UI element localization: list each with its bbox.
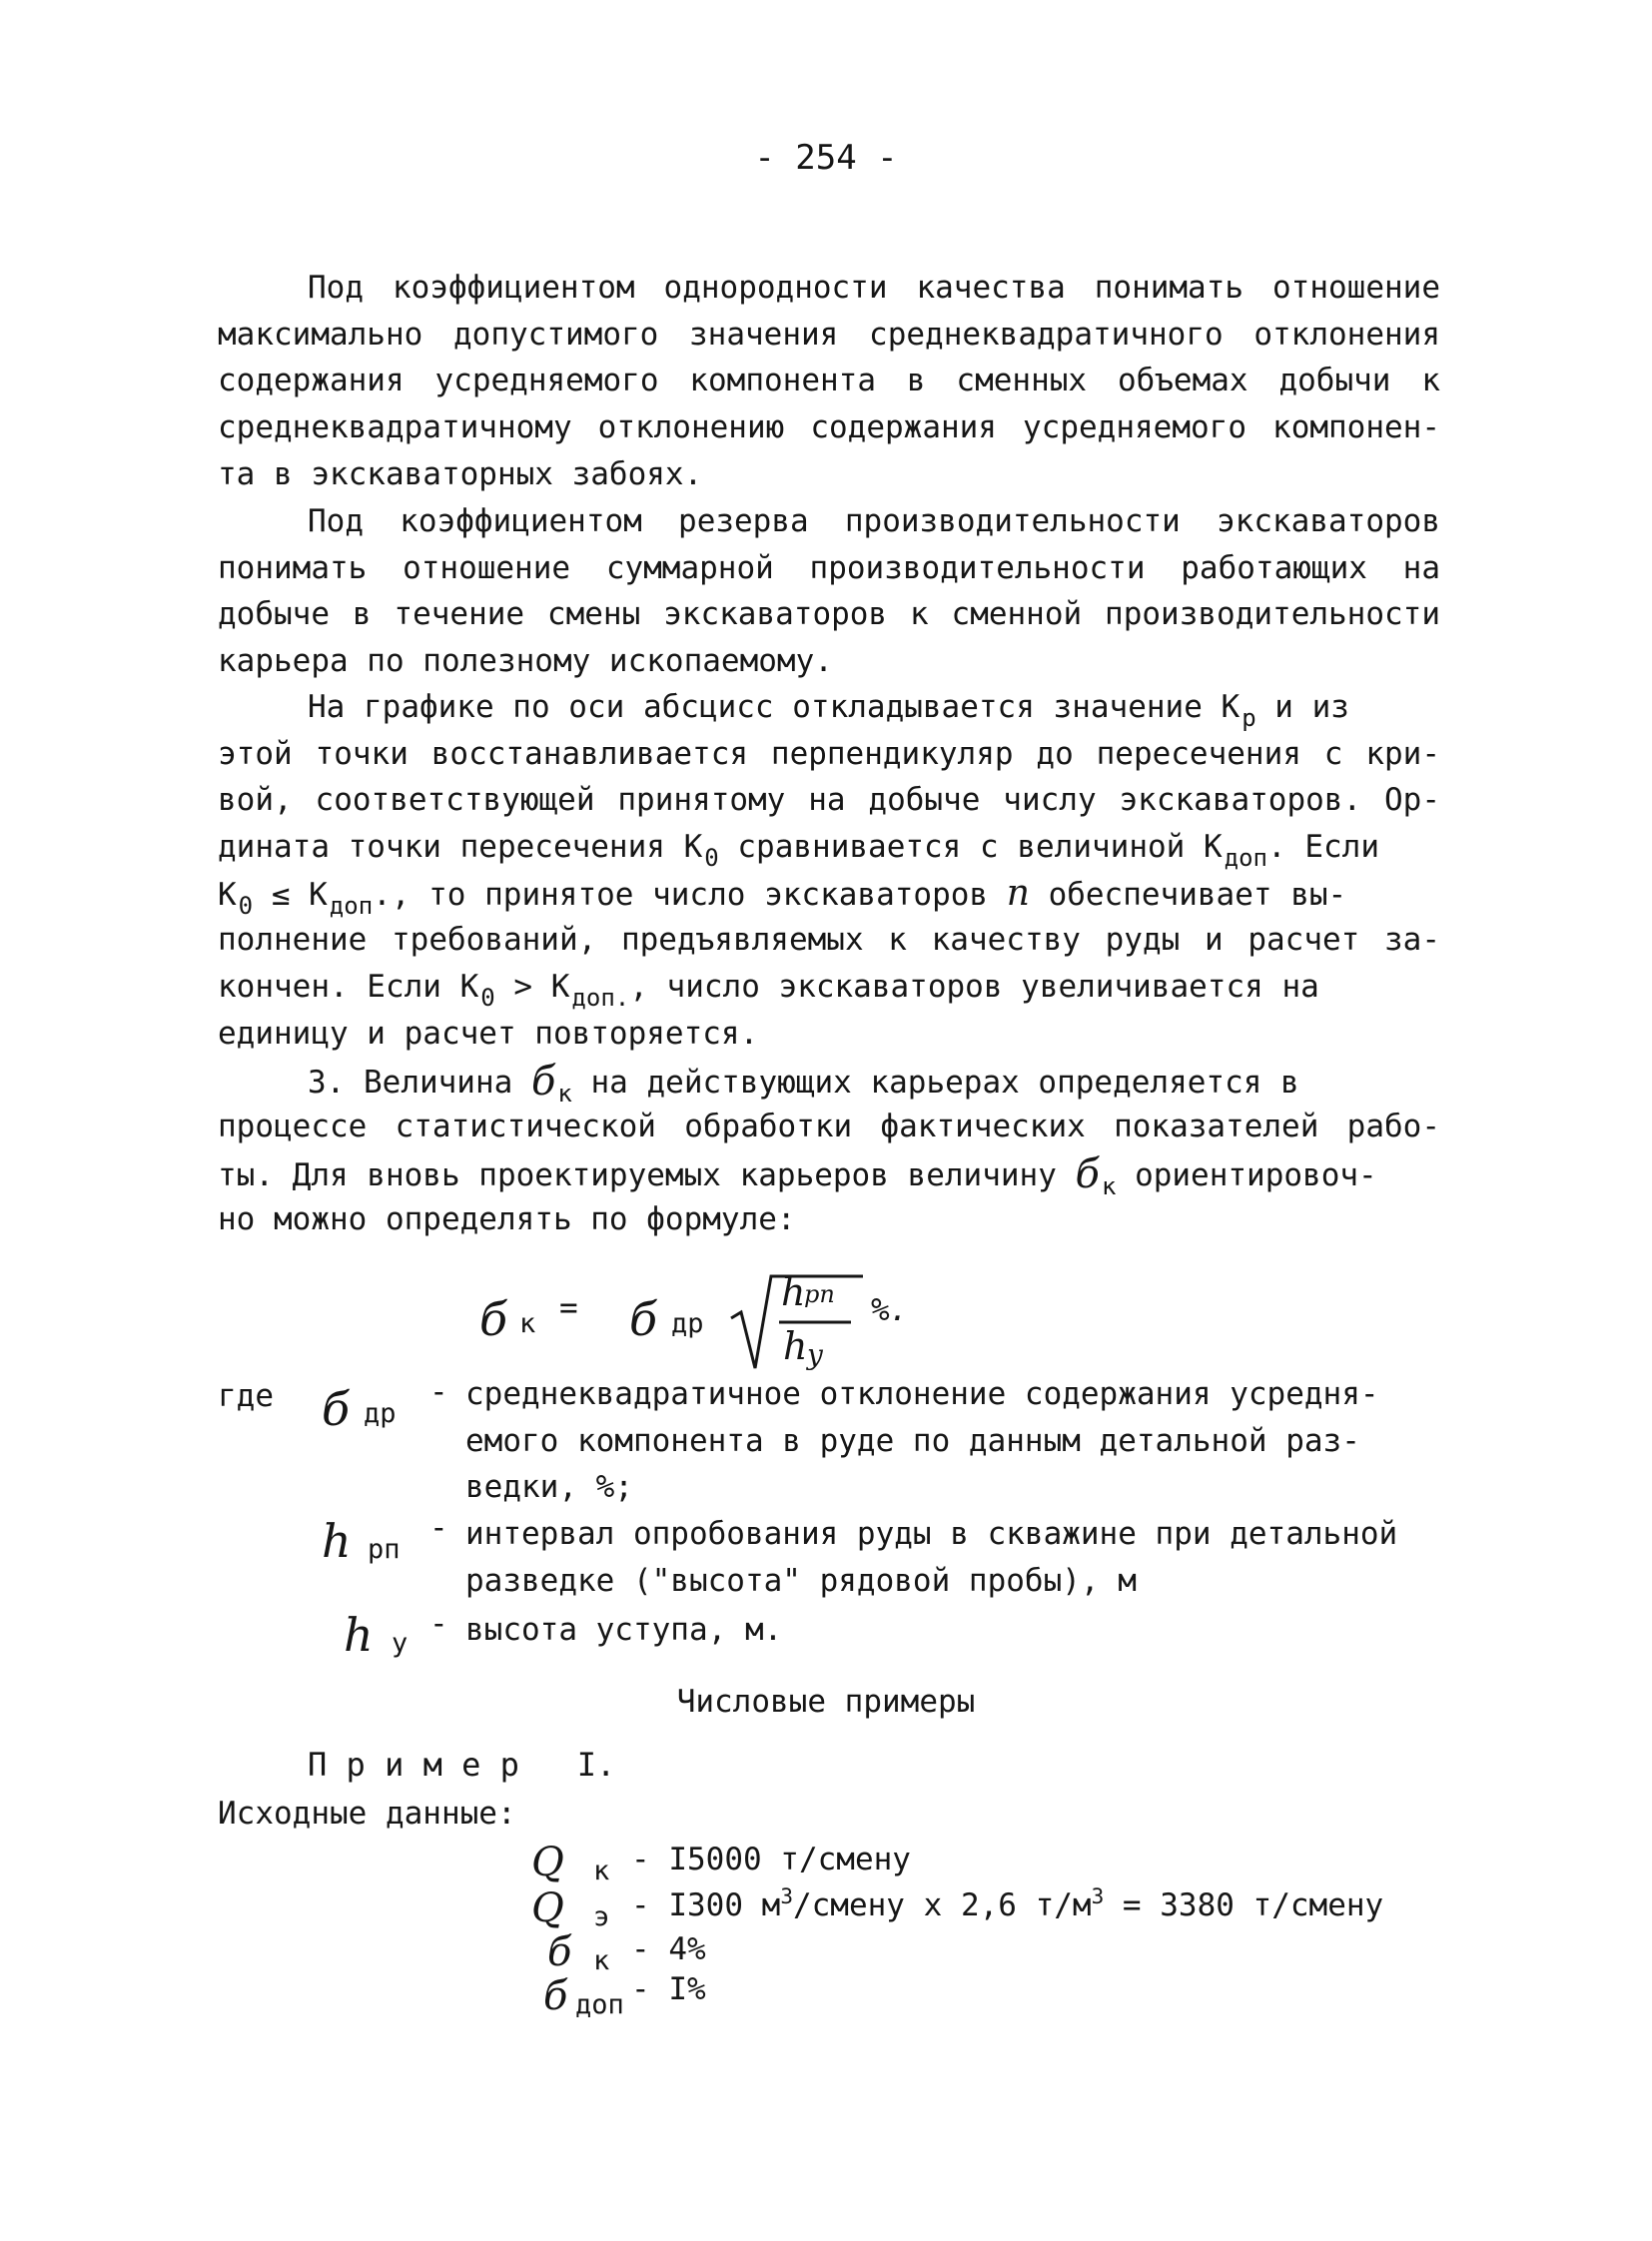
text-line: процессе статистической обработки фактических показателей рабо-	[218, 1108, 1440, 1144]
fraction-denominator: h	[783, 1324, 808, 1368]
text-line: кончен. Если $К_0 > К_{доп.}$, число экскаваторов увеличивается на	[218, 969, 1319, 1013]
where-label: где	[218, 1378, 274, 1414]
q-e-value: - I300 $м^3$/смену х 2,6 $т/м^3 = 3380$ т/смену	[631, 1884, 1384, 1923]
formula-lhs-sub: к	[519, 1308, 536, 1339]
paragraph-homogeneity	[218, 265, 1440, 497]
formula-sigma-lhs: б	[479, 1292, 508, 1346]
text-line: вой, соответствующей принятому на добыче числу экскаваторов. Ор-	[218, 782, 1440, 819]
def-h-rp-symbol: h	[322, 1514, 352, 1568]
page-number: - 254 -	[754, 138, 898, 178]
text-line: та в экскаваторных забоях.	[218, 455, 703, 492]
paragraph-reserve	[218, 498, 1440, 685]
text-line: среднеквадратичному отклонению содержания усредняемого компонен-	[218, 409, 1440, 446]
fraction-numerator: h	[781, 1270, 806, 1314]
text-line: понимать отношение суммарной производительности работающих на	[218, 549, 1440, 586]
text-line: Под коэффициентом резерва производительности экскаваторов	[308, 503, 1440, 539]
def-dash: -	[429, 1374, 448, 1410]
sigma-symbol: б	[547, 1929, 572, 1975]
text-line: полнение требований, предъявляемых к качеству руды и расчет за-	[218, 922, 1440, 959]
text-line: $К_0 \le К_{доп}$., то принятое число экскаваторов n обеспечивает вы-	[218, 872, 1347, 920]
text-line: этой точки восстанавливается перпендикуляр до пересечения с кри-	[218, 735, 1440, 772]
text-line: но можно определять по формуле:	[218, 1201, 796, 1238]
section-title: Числовые примеры	[676, 1684, 976, 1720]
text-line: среднеквадратичное отклонение содержания усредня-	[465, 1376, 1379, 1412]
q-e-sub: э	[593, 1901, 610, 1932]
fraction-denominator-sub: у	[807, 1338, 824, 1371]
sigma-dop-value: - I%	[631, 1971, 706, 2007]
formula-percent: %.	[871, 1292, 909, 1328]
q-symbol: Q	[531, 1885, 564, 1931]
text-line: максимально допустимого значения среднеквадратичного отклонения	[218, 316, 1440, 353]
q-symbol: Q	[531, 1840, 564, 1885]
example-title: П р и м е р I.	[308, 1746, 616, 1784]
text-line: единицу и расчет повторяется.	[218, 1015, 759, 1052]
text-line: ведки, %;	[465, 1469, 633, 1506]
def-h-rp-sub: рп	[368, 1534, 401, 1565]
def-h-rp-text	[465, 1511, 1397, 1604]
def-h-y-text: высота уступа, м.	[465, 1612, 783, 1648]
q-k-sub: к	[593, 1856, 610, 1886]
sigma-symbol: б	[543, 1973, 568, 2019]
text-line: Под коэффициентом однородности качества понимать отношение	[308, 270, 1440, 306]
text-line: емого компонента в руде по данным детальной раз-	[465, 1422, 1360, 1459]
sigma-k-value: - 4%	[631, 1931, 706, 1967]
paragraph-graph-method	[218, 684, 1440, 1058]
text-line: дината точки пересечения $К_0$ сравнивается с величиной $К_{доп}$. Если	[218, 829, 1379, 873]
text-line: карьера по полезному ископаемому.	[218, 643, 833, 680]
def-h-y-sub: у	[392, 1628, 409, 1659]
text-line: разведке ("высота" рядовой пробы), м	[465, 1562, 1137, 1599]
def-dash: -	[429, 1606, 448, 1642]
fraction-numerator-sub: рп	[804, 1280, 835, 1308]
formula-equals: =	[559, 1290, 578, 1326]
formula-sigma-k	[479, 1268, 999, 1378]
q-k-value: - I5000 т/смену	[631, 1842, 911, 1877]
input-data-label: Исходные данные:	[218, 1796, 516, 1832]
text-line: содержания усредняемого компонента в сменных объемах добычи к	[218, 363, 1440, 399]
def-h-y-symbol: h	[344, 1608, 374, 1662]
sigma-dop-sub: доп	[575, 1989, 624, 2020]
paragraph-sigma-definition	[218, 1057, 1440, 1243]
def-sigma-symbol: б	[322, 1382, 351, 1436]
def-sigma-text	[465, 1371, 1379, 1511]
def-sigma-sub: др	[364, 1398, 397, 1429]
text-line: 3. Величина $б_к$ на действующих карьерах определяется в	[308, 1059, 1299, 1108]
formula-sigma-rhs: б	[629, 1292, 658, 1346]
text-line: ты. Для вновь проектируемых карьеров величину $б_к$ ориентировоч-	[218, 1151, 1377, 1201]
text-line: добыче в течение смены экскаваторов к сменной производительности	[218, 596, 1440, 633]
sigma-k-sub: к	[593, 1945, 610, 1976]
text-line: На графике по оси абсцисс откладывается значение $К_р$ и из	[308, 689, 1349, 732]
text-line: интервал опробования руды в скважине при детальной	[465, 1516, 1398, 1552]
formula-rhs-sub: др	[671, 1308, 704, 1339]
def-dash: -	[429, 1510, 448, 1546]
